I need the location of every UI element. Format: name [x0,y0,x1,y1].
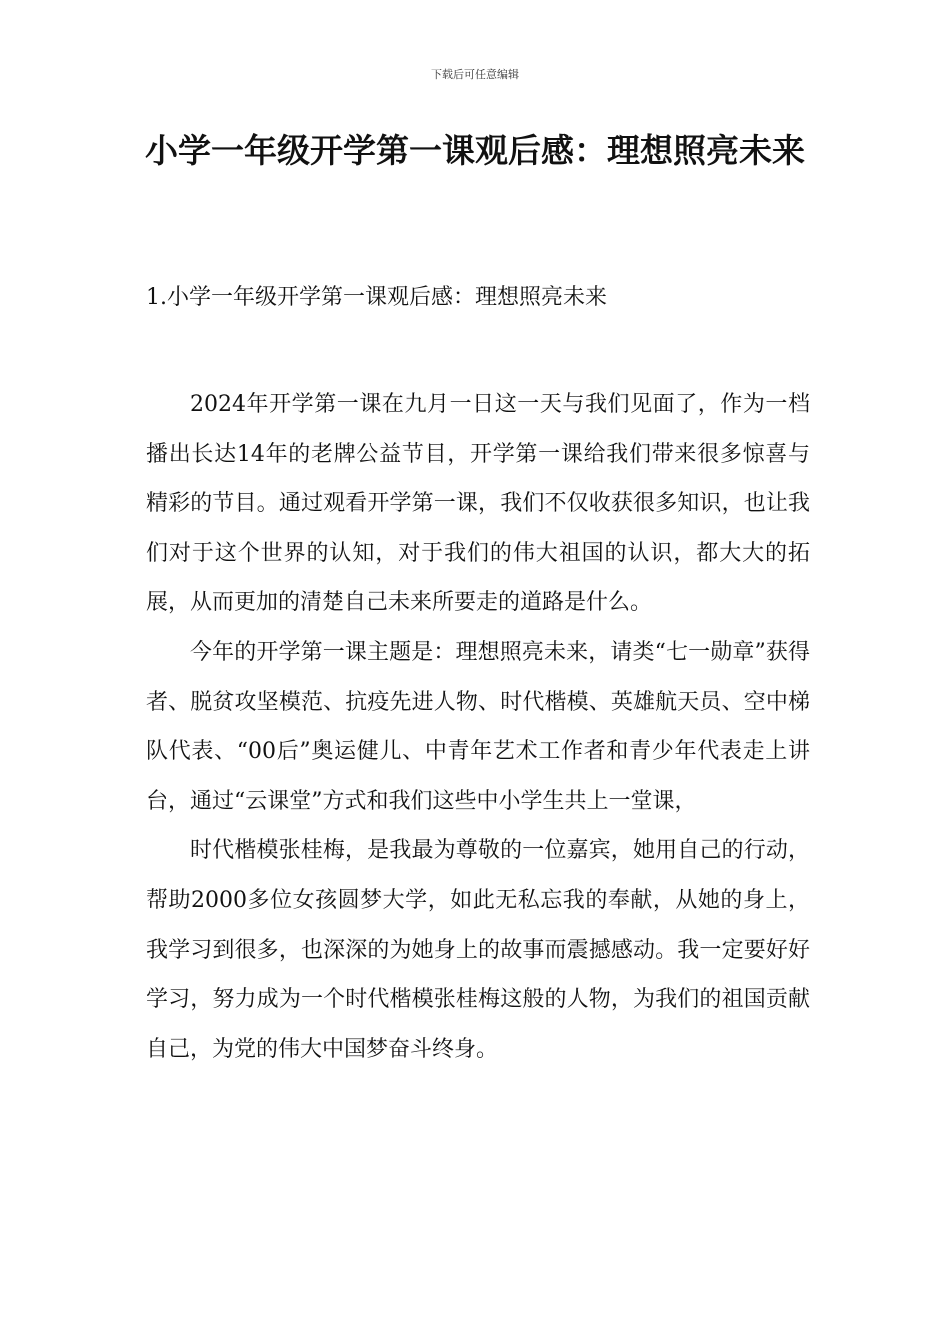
document-body [146,380,810,1074]
paragraph-2: 今年的开学第一课主题是：理想照亮未来，请类“七一勋章”获得者、脱贫攻坚模范、抗疫先进人物、时代楷模、英雄航天员、空中梯队代表、“00后”奥运健儿、中青年艺术工作者和青少年代表走上讲台，通过“云课堂”方式和我们这些中小学生共上一堂课， [146,639,810,814]
header-note: 下载后可任意编辑 [431,68,519,81]
paragraph-1: 2024年开学第一课在九月一日这一天与我们见面了，作为一档播出长达14年的老牌公益节目，开学第一课给我们带来很多惊喜与精彩的节目。通过观看开学第一课，我们不仅收获很多知识，也让我们对于这个世界的认知，对于我们的伟大祖国的认识，都大大的拓展，从而更加的清楚自己未来所要走的道路是什么。 [146,392,810,616]
document-title: 小学一年级开学第一课观后感：理想照亮未来 [145,131,805,170]
paragraph-3: 时代楷模张桂梅，是我最为尊敬的一位嘉宾，她用自己的行动，帮助2000多位女孩圆梦大学，如此无私忘我的奉献，从她的身上，我学习到很多，也深深的为她身上的故事而震撼感动。我一定要好好学习，努力成为一个时代楷模张桂梅这般的人物，为我们的祖国贡献自己，为党的伟大中国梦奋斗终身。 [146,838,810,1062]
section-heading: 1.小学一年级开学第一课观后感：理想照亮未来 [146,285,607,310]
